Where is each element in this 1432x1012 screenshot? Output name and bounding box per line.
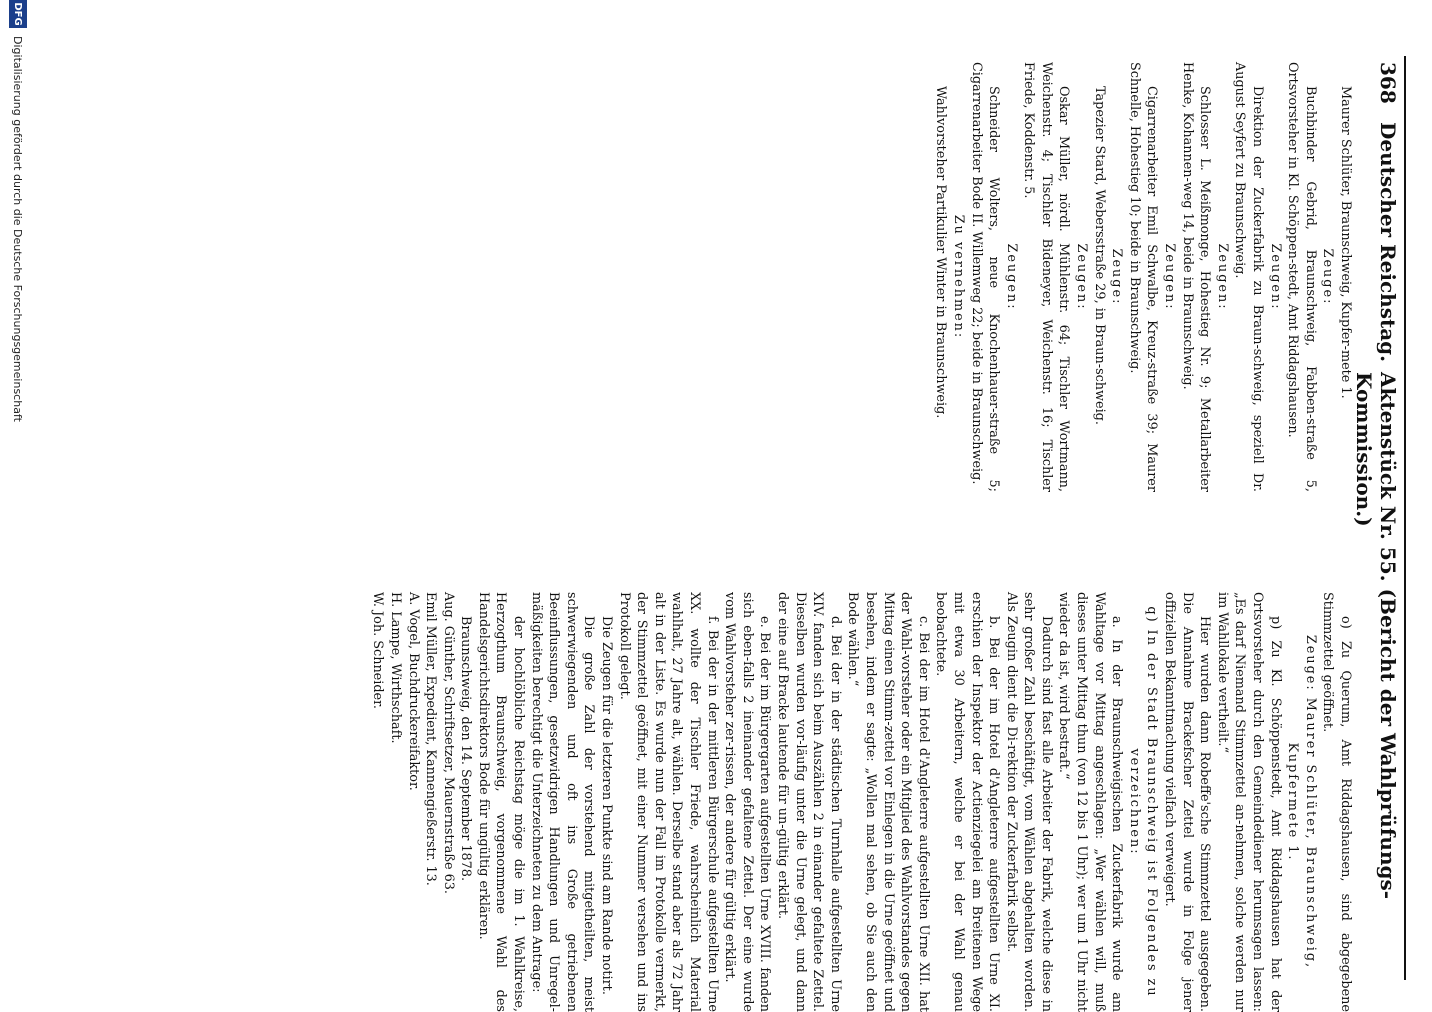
signature-line: Emil Müller, Expedient, Kannengießerstr. 13. — [423, 592, 439, 886]
right-column-paragraph: p) Zu Kl. Schöppenstedt, Amt Riddagshausen hat der Ortsvorsteher durch den Gemeindediener herumsagen lassen: „Es darf Niemand Stimmzettel an-nehmen, solche werden nur im Wahllokale vertheilt.“ — [1214, 592, 1283, 1012]
left-column-paragraph: Schlosser L. Meißmonge, Hohestieg Nr. 9; Metallarbeiter Henke, Kohannen-weg 14, beide in Braunschweig. — [1179, 62, 1213, 492]
right-column-paragraph: Hier wurden dann Robeffe'sche Stimmzettel ausgegeben. Die Annahme Brackefscher Zettel wurde in Folge jener offiziellen Bekanntmachung vielfach verweigert. — [1162, 592, 1213, 1012]
left-column-paragraph: Wahlvorsteher Partikulier Winter in Braunschweig. — [933, 86, 949, 419]
left-column-heading: Zeugen: — [1003, 243, 1019, 311]
left-column-paragraph: Cigarrenarbeiter Emil Schwalbe, Kreuz-straße 39; Maurer Schnelle, Hohestieg 10; beide in Braunschweig. — [1126, 62, 1160, 492]
left-column-paragraph: Oskar Müller, nördl. Mühlenstr. 64; Tischler Wortmann, Weichenstr. 4; Tischler Bideneyer, Weichenstr. 16; Tischler Friede, Koddenstr. 5. — [1021, 62, 1072, 492]
right-column-paragraph: b. Bei der im Hotel d'Angleterre aufgestellten Urne XI. erschien der Inspektor der Actienziegelei am Breitenen Wege mit etwa 30 Arbeitern, welche er bei der Wahl genau beobachtete. — [933, 592, 1002, 1012]
signature-line: Aug. Günther, Schriftsetzer, Mauernstraße 63. — [440, 592, 456, 894]
left-column-heading: Zeugen: — [1162, 243, 1178, 311]
header-rule — [1404, 56, 1406, 980]
right-column-paragraph: e. Bei der im Bürgergarten aufgestellten Urne XVIII. fanden sich eben-falls 2 ineinander gefaltene Zettel. Der eine wurde vom Wahlvorsteher zer-rissen, der andere für gültig erklärt. — [722, 592, 773, 1012]
running-title: Deutscher Reichstag. — [1376, 122, 1400, 363]
signature-line: A. Vogel, Buchdruckereifaktor. — [405, 592, 421, 791]
signature-line: H. Lampe, Wirthschaft. — [387, 592, 403, 744]
left-column-heading: Zeuge: — [1109, 248, 1125, 306]
left-column-heading: Zeugen: — [1074, 243, 1090, 311]
right-column-heading: q) In der Stadt Braunschweig ist Folgendes zu verzeichnen: — [1126, 606, 1160, 998]
left-column-paragraph: Schneider Wolters, neue Knochenhauer-straße 5; Cigarrenarbeiter Bode II. Willemweg 22; beide in Braunschweig. — [968, 62, 1002, 492]
digitization-note — [4, 0, 32, 1000]
right-column-paragraph: o) Zu Querum, Amt Riddagshausen, sind abgegebene Stimmzettel geöffnet. — [1320, 592, 1353, 1012]
page-number: 368 — [1376, 62, 1400, 104]
left-column-paragraph: Maurer Schlüter, Braunschweig, Kupfer-mete 1. — [1338, 86, 1353, 399]
left-column — [932, 62, 1354, 492]
dfg-logo: DFG — [9, 0, 27, 28]
right-column-paragraph: Braunschweig, den 14. September 1878. — [458, 616, 474, 882]
right-column-paragraph: c. Bei der im Hotel d'Angleterre aufgestellten Urne XII. hat der Wahl-vorsteher oder ein Mitglied des Wahlvorstandes gegen Mittag einen Stimm-zettel vor Einlegen in die Urne geöffnet und besehen, indem er sagte: „Wollen mal sehen, ob Sie auch den Bode wählen.“ — [845, 592, 931, 1012]
page-header — [1352, 62, 1400, 980]
left-column-heading: Zeugen: — [1267, 243, 1283, 311]
right-column-paragraph: a. In der Braunschweigischen Zuckerfabrik wurde am Wahltage vor Mittag angeschlagen: „Wer wählen will, muß dieses unter Mittag thun (von 12 bis 1 Uhr); wer um 1 Uhr nicht wieder da ist, wird bestraft.“ — [1056, 592, 1125, 1012]
left-column-heading: Zeugen: — [1214, 243, 1230, 311]
left-column-paragraph: Buchbinder Gebrid, Braunschweig, Fabben-straße 5, Ortsvorsteher in Kl. Schöppen-stedt, Amt Riddagshausen. — [1285, 62, 1318, 492]
document-title-line — [1352, 372, 1400, 980]
left-column-paragraph: Tapezier Stard, Webersstraße 29, in Braun-schweig. — [1091, 86, 1107, 425]
right-column-heading: Zeuge: Maurer Schlüter, Braunschweig, Kupfermete 1. — [1285, 634, 1318, 970]
right-column-paragraph: d. Bei der in der städtischen Turnhalle aufgestellten Urne XIV. fanden sich beim Auszählen 2 in einander gefaltete Zettel. Dieselben wurden vor-läufig unter die Urne gelegt, und dann der eine auf Bracke lautende für un-gültig erklärt. — [775, 592, 843, 1012]
right-column-paragraph: der hochlöbliche Reichstag möge die im 1. Wahlkreise, Herzogthum Braunschweig, vorgenommene Wahl des Handelsgerichtsdirektors Bode für ungültig erklären. — [475, 592, 527, 1012]
right-column-paragraph: f. Bei der in der mittleren Bürgerschule aufgestellten Urne XX. wollte der Tischler Friede, wahrscheinlich Material wahlhalt, 27 Jahre alt, wählen. Derselbe stand aber als 72 Jahr alt in der Liste. Es wurde nun der Fall im Protokolle vermerkt, der Stimmzettel geöffnet, mit einer Nummer versehen und ins Protokoll gelegt. — [616, 592, 720, 1012]
right-column-paragraph: Die große Zahl der vorstehend mitgetheilten, meist schwerwiegenden und oft ins Große getriebenen Beeinflussungen, gesetzwidrigen Handlungen und Unregel-mäßigkeiten berechtigt die Unterzeichneten zu dem Antrage: — [528, 592, 597, 1012]
signature-line: W. Joh. Schneider. — [370, 592, 386, 709]
digitization-text: Digitalisierung gefördert durch die Deutsche Forschungsgemeinschaft — [11, 36, 25, 422]
document-title: Aktenstück Nr. 55. — [1376, 372, 1400, 582]
left-column-heading: Zu vernehmen: — [950, 214, 966, 340]
right-column — [369, 592, 1354, 1012]
left-column-paragraph: Direktion der Zuckerfabrik zu Braun-schweig, speziell Dr. August Seyfert zu Braunschweig. — [1232, 62, 1266, 492]
right-column-paragraph: Dadurch sind fast alle Arbeiter der Fabrik, welche diese in sehr großer Zahl beschäftigt, vom Wählen abgehalten worden. Als Zeugin dient die Di-rektion der Zuckerfabrik selbst. — [1003, 592, 1054, 1012]
document-subtitle: (Bericht der Wahlprüfungs-Kommission.) — [1352, 372, 1400, 900]
right-column-paragraph: Die Zeugen für die letzteren Punkte sind am Rande notirt. — [599, 616, 615, 995]
left-column-heading: Zeuge: — [1320, 248, 1336, 306]
